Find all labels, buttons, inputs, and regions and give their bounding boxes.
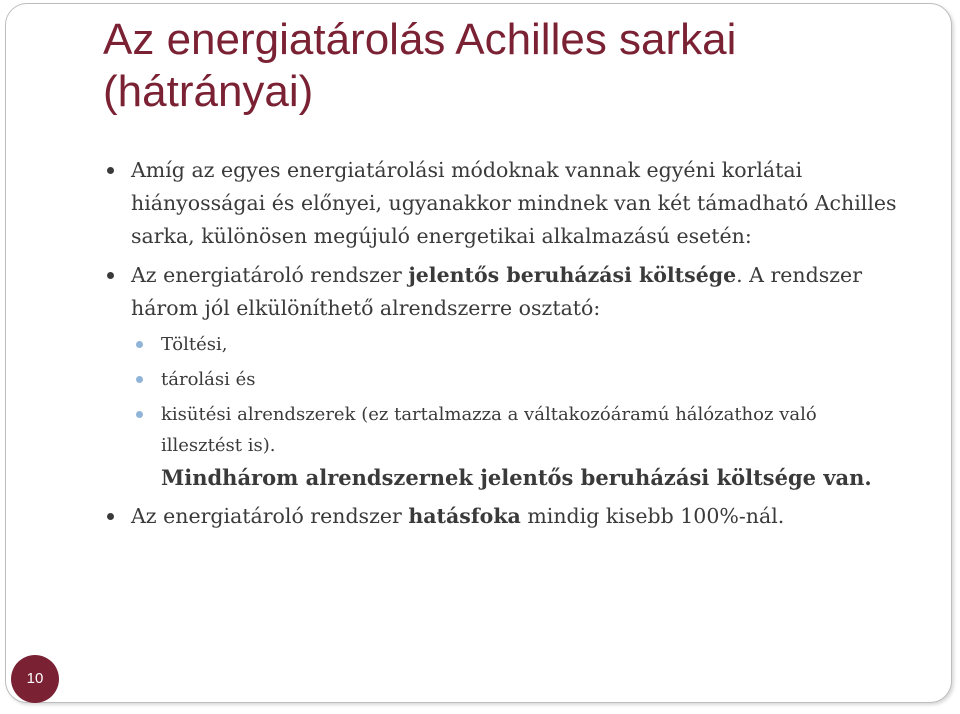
bullet-item <box>0 259 911 325</box>
sub-bullet-dot-icon <box>136 411 143 418</box>
slide-content <box>0 154 960 533</box>
bullet-dot-icon <box>107 272 114 279</box>
sub-bullet-item <box>0 399 901 461</box>
bullet-item <box>0 500 911 533</box>
bullet-text-start: Az energiatároló rendszer <box>131 263 409 287</box>
sub-bullet-text: tárolási és <box>161 369 256 390</box>
bullet-dot-icon <box>107 167 114 174</box>
bullet-dot-icon <box>107 513 114 520</box>
bullet-text-end: mindig kisebb 100%-nál. <box>520 504 785 528</box>
sub-bullet-dot-icon <box>136 341 143 348</box>
sub-bullet-dot-icon <box>136 376 143 383</box>
emphasis-note: Mindhárom alrendszernek jelentős beruházási költsége van. <box>161 465 872 490</box>
bullet-text-start: Az energiatároló rendszer <box>131 504 409 528</box>
sub-bullet-item <box>0 329 901 360</box>
slide-title: Az energiatárolás Achilles sarkai (hátrányai) <box>103 15 737 116</box>
bullet-text-bold: jelentős beruházási költsége <box>408 263 737 287</box>
sub-bullet-item <box>0 364 901 395</box>
bullet-text-end: . A rendszer három jól elkülöníthető alrendszerre osztató: <box>131 263 862 320</box>
bullet-text: Amíg az egyes energiatárolási módoknak vannak egyéni korlátai hiányosságai és előnyei, ugyanakkor mindnek van két támadható Achilles sarka, különösen megújuló energetikai alkalmazású esetén: <box>131 158 897 248</box>
sub-bullet-text: Töltési, <box>161 334 228 355</box>
sub-bullet-text: kisütési alrendszerek (ez tartalmazza a váltakozóáramú hálózathoz való illesztést is). <box>161 404 817 456</box>
page-number-badge: 10 <box>11 655 59 703</box>
bullet-item <box>0 154 911 253</box>
bullet-text-bold: hatásfoka <box>408 504 521 528</box>
